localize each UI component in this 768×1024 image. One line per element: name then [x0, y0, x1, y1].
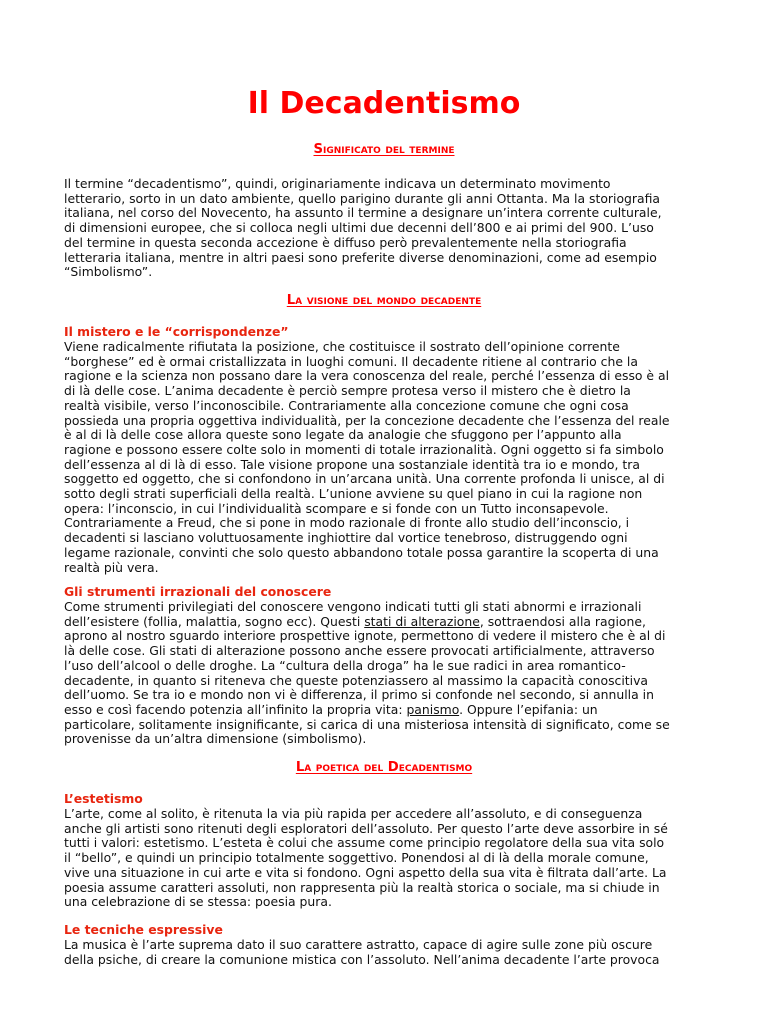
text-line: “Simbolismo”. — [64, 264, 153, 280]
text-line: una celebrazione di se stessa: poesia pura. — [64, 894, 332, 910]
text-line: realtà visibile, verso l’inconoscibile. Contrariamente alla concezione comune che ogni cosa — [64, 397, 629, 413]
text-line: dell’uomo. Se tra io e mondo non vi è differenza, il primo si confonde nel secondo, si annulla in — [64, 687, 654, 703]
text-line: ragione e la scienza non possano dare la vera conoscenza del reale, perché l’essenza di esso è al — [64, 368, 670, 384]
paragraph-estetismo — [64, 807, 704, 910]
text-line: Come strumenti privilegiati del conoscere vengono indicati tutti gli stati abnormi e irrazionali — [64, 599, 642, 614]
text-line — [64, 615, 704, 630]
text-line: vive una situazione in cui arte e vita si fondono. Ogni aspetto della sua vita è filtrata dall’arte. La — [64, 864, 667, 880]
paragraph-mistero — [64, 340, 704, 575]
text-line: possieda una propria oggettiva individualità, per la concezione decadente che l’essenza del reale — [64, 412, 670, 428]
section-heading-significato: Significato del termine — [313, 142, 455, 157]
text-line: italiana, nel corso del Novecento, ha assunto il termine a designare un’intera corrente culturale, — [64, 205, 662, 221]
text-line: provenisse da un’altra dimensione (simbolismo). — [64, 731, 367, 747]
text-line: della psiche, di creare la comunione mistica con l’assoluto. Nell’anima decadente l’arte provoca — [64, 951, 660, 967]
text-line: è al di là delle cose allora queste sono legate da analogie che sfuggono per l’appunto alla — [64, 427, 622, 443]
text-line: letteraria italiana, mentre in altri paesi sono preferite diverse denominazioni, come ad esempio — [64, 249, 657, 265]
text-line: sotto degli strati superficiali della realtà. L’unione avviene su quel piano in cui la ragione non — [64, 486, 643, 502]
underlined-term-panismo: panismo — [406, 701, 460, 717]
subheading-tecniche: Le tecniche espressive — [64, 922, 223, 937]
text-line: del termine in questa seconda accezione è diffuso però prevalentemente nella storiografia — [64, 234, 627, 250]
subheading-estetismo: L’estetismo — [64, 791, 143, 806]
text-line: l’uso dell’alcool o delle droghe. La “cultura della droga” ha le sue radici in area romantico- — [64, 657, 626, 673]
text-line: decadente, in quanto si riteneva che queste potenziassero al massimo la capacità conoscitiva — [64, 672, 649, 688]
text-line: La musica è l’arte suprema dato il suo carattere astratto, capace di agire sulle zone più oscure — [64, 937, 653, 952]
text-line: di dimensioni europee, che si colloca negli ultimi due decenni dell’800 e ai primi del 900. L’uso — [64, 220, 654, 236]
document-title: Il Decadentismo — [247, 86, 521, 121]
text-line: il “bello”, e quindi un principio totalmente soggettivo. Ponendosi al di là della morale comune, — [64, 850, 649, 866]
text-line: Il termine “decadentismo”, quindi, originariamente indicava un determinato movimento — [64, 176, 611, 191]
text-line: particolare, solitamente insignificante, si carica di una misteriosa intensità di significato, come se — [64, 716, 670, 732]
text-line: soggetto ed oggetto, che si confondono in un’arcana unità. Una corrente profonda li unisce, al di — [64, 471, 665, 487]
section-heading-poetica: La poetica del Decadentismo — [295, 760, 473, 775]
paragraph-strumenti — [64, 600, 704, 747]
text-line: di là delle cose. L’anima decadente è perciò sempre protesa verso il mistero che è dietro la — [64, 383, 631, 399]
text-line: ragione e possono essere colte solo in momenti di totale irrazionalità. Ogni oggetto si fa simbolo — [64, 441, 664, 457]
text-line: realtà più vera. — [64, 559, 159, 575]
text-line: dell’essenza al di là di esso. Tale visione propone una sostanziale identità tra io e mondo, tra — [64, 456, 640, 472]
text-segment: , sottraendosi alla ragione, — [479, 613, 646, 629]
text-line: là delle cose. Gli stati di alterazione possono anche essere provocati artificialmente, attraverso — [64, 643, 655, 659]
subheading-strumenti: Gli strumenti irrazionali del conoscere — [64, 584, 332, 599]
text-line: legame razionale, convinti che solo questo abbandono totale possa garantire la scoperta di una — [64, 544, 659, 560]
text-line: aprono al nostro sguardo interiore prospettive ignote, permettono di vedere il mistero che è al di — [64, 628, 666, 644]
text-line: poesia assume caratteri assoluti, non rappresenta più la realtà storica o sociale, ma si chiude in — [64, 879, 660, 895]
text-line: Viene radicalmente rifiutata la posizione, che costituisce il sostrato dell’opinione corrente — [64, 339, 620, 354]
section-heading-visione: La visione del mondo decadente — [286, 293, 482, 308]
text-segment: . Oppure l’epifania: un — [459, 701, 598, 717]
text-line: L’arte, come al solito, è ritenuta la via più rapida per accedere all’assoluto, e di conseguenza — [64, 806, 643, 821]
text-segment: esso e così facendo potenzia all’infinito la propria vita: — [64, 701, 407, 717]
text-segment: dell’esistere (follia, malattia, sogno ecc). Questi — [64, 613, 365, 629]
underlined-term-stati-di-alterazione: stati di alterazione — [364, 613, 480, 629]
text-line: “borghese” ed è ormai cristallizzata in luoghi comuni. Il decadente ritiene al contrario che la — [64, 353, 638, 369]
text-line: anche gli artisti sono ritenuti degli esploratori dell’assoluto. Per questo l’arte deve assorbire in sé — [64, 820, 668, 836]
text-line: decadenti si lasciano voluttuosamente inghiottire dal vortice tenebroso, distruggendo ogni — [64, 530, 628, 546]
subheading-mistero: Il mistero e le “corrispondenze” — [64, 324, 289, 339]
text-line: Contrariamente a Freud, che si pone in modo razionale di fronte allo studio dell’inconscio, i — [64, 515, 630, 531]
text-line — [64, 703, 704, 718]
text-line: tutti i valori: estetismo. L’esteta è colui che assume come principio regolatore della sua vita solo — [64, 835, 665, 851]
paragraph-significato — [64, 177, 704, 280]
text-line: opera: l’inconscio, in cui l’individualità scompare e si fonde con un Tutto inconsapevole. — [64, 500, 609, 516]
text-line: letterario, sorto in un dato ambiente, quello parigino durante gli anni Ottanta. Ma la storiografia — [64, 190, 660, 206]
paragraph-tecniche — [64, 938, 704, 967]
